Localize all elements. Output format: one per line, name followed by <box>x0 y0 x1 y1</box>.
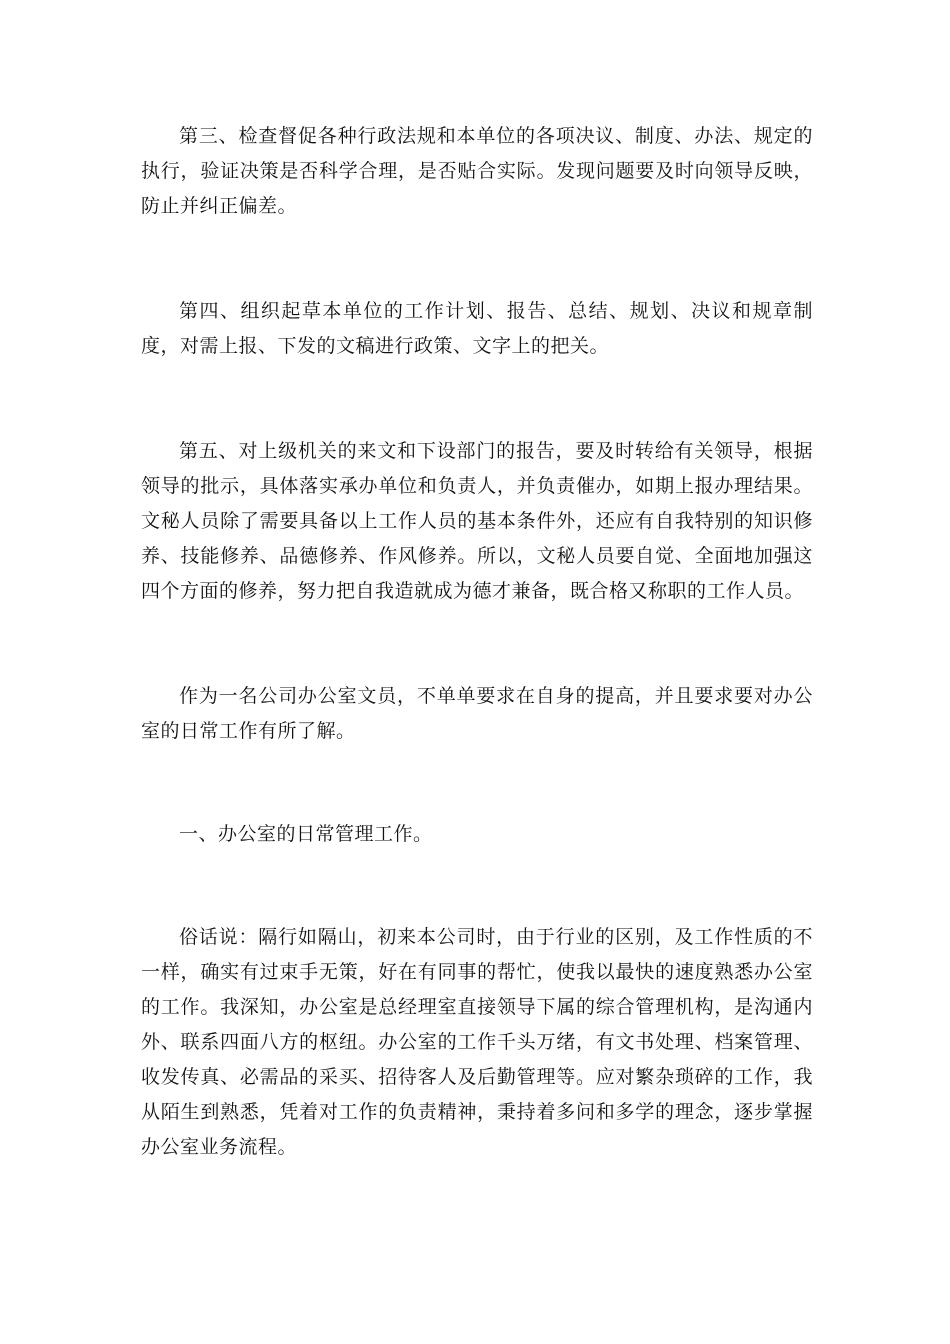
paragraph-item-3-supervision: 第三、检查督促各种行政法规和本单位的各项决议、制度、办法、规定的执行，验证决策是否科学合理，是否贴合实际。发现问题要及时向领导反映，防止并纠正偏差。 <box>141 125 813 217</box>
paragraph-daily-management-body: 俗话说：隔行如隔山，初来本公司时，由于行业的区别，及工作性质的不一样，确实有过束手无策，好在有同事的帮忙，使我以最快的速度熟悉办公室的工作。我深知，办公室是总经理室直接领导下属的综合管理机构，是沟通内外、联系四面八方的枢纽。办公室的工作千头万绪，有文书处理、档案管理、收发传真、必需品的采买、招待客人及后勤管理等。应对繁杂琐碎的工作，我从陌生到熟悉，凭着对工作的负责精神，秉持着多问和多学的理念，逐步掌握办公室业务流程。 <box>141 926 813 1158</box>
section-heading-daily-management: 一、办公室的日常管理工作。 <box>179 823 433 845</box>
paragraph-item-4-drafting: 第四、组织起草本单位的工作计划、报告、总结、规划、决议和规章制度，对需上报、下发的文稿进行政策、文字上的把关。 <box>141 300 813 357</box>
paragraph-office-clerk-intro: 作为一名公司办公室文员，不单单要求在自身的提高，并且要求要对办公室的日常工作有所了解。 <box>141 685 813 742</box>
document-body <box>141 119 813 1165</box>
paragraph-item-5-documents: 第五、对上级机关的来文和下设部门的报告，要及时转给有关领导，根据领导的批示，具体落实承办单位和负责人，并负责催办，如期上报办理结果。文秘人员除了需要具备以上工作人员的基本条件外，还应有自我特别的知识修养、技能修养、品德修养、作风修养。所以，文秘人员要自觉、全面地加强这四个方面的修养，努力把自我造就成为德才兼备，既合格又称职的工作人员。 <box>141 440 813 602</box>
